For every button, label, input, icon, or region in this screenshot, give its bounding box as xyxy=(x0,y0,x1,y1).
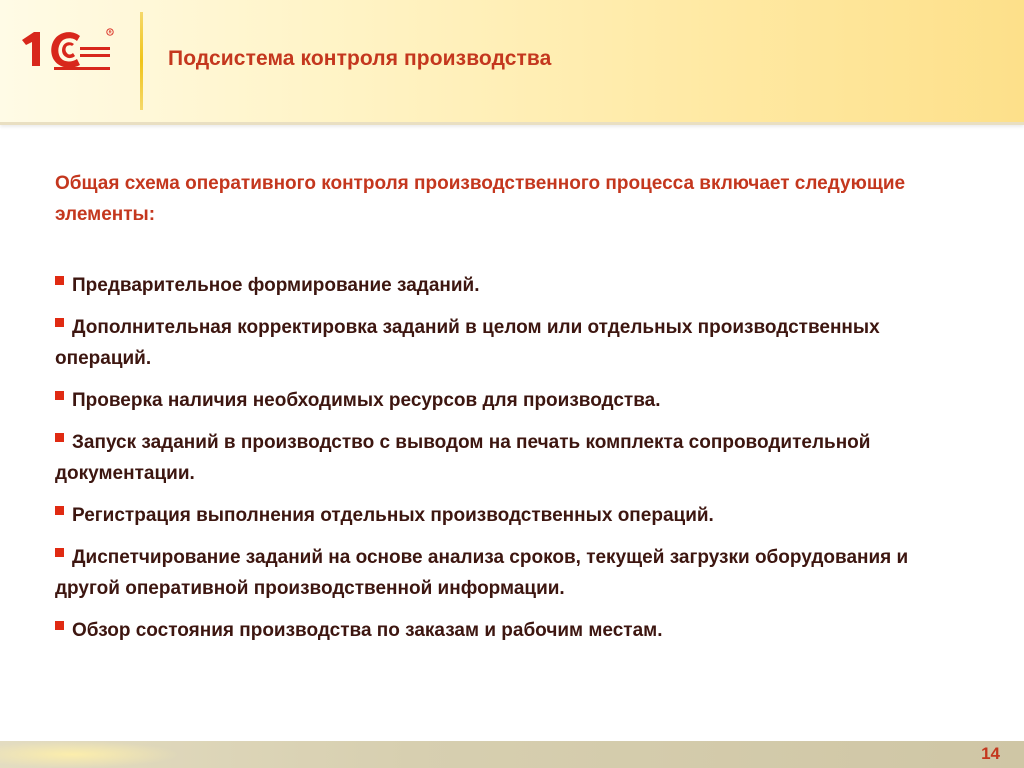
list-item-text: Обзор состояния производства по заказам и рабочим местам. xyxy=(72,620,663,641)
page-title: Подсистема контроля производства xyxy=(168,47,552,70)
list-item xyxy=(55,270,975,301)
list-item xyxy=(55,500,975,531)
list-item xyxy=(55,615,975,646)
list-item xyxy=(55,385,975,416)
square-bullet-icon xyxy=(55,548,64,557)
square-bullet-icon xyxy=(55,318,64,327)
list-item-text: Проверка наличия необходимых ресурсов для производства. xyxy=(72,390,661,411)
list-item xyxy=(55,427,975,489)
square-bullet-icon xyxy=(55,391,64,400)
svg-text:R: R xyxy=(108,29,112,35)
intro-text: Общая схема оперативного контроля производственного процесса включает следующие элементы: xyxy=(55,173,906,225)
list-item-text: Запуск заданий в производство с выводом на печать комплекта сопроводительной документации. xyxy=(55,432,871,484)
header-divider xyxy=(140,12,143,110)
footer-decoration xyxy=(0,741,180,768)
list-item-text: Дополнительная корректировка заданий в целом или отдельных производственных операций. xyxy=(55,317,880,369)
slide-header xyxy=(0,0,1024,125)
square-bullet-icon xyxy=(55,276,64,285)
slide-footer xyxy=(0,741,1024,768)
list-item xyxy=(55,312,975,374)
square-bullet-icon xyxy=(55,433,64,442)
page-number: 14 xyxy=(981,744,1000,763)
1c-logo xyxy=(18,26,116,74)
list-item-text: Предварительное формирование заданий. xyxy=(72,275,480,296)
square-bullet-icon xyxy=(55,506,64,515)
list-item-text: Регистрация выполнения отдельных производственных операций. xyxy=(72,505,714,526)
list-item-text: Диспетчирование заданий на основе анализа сроков, текущей загрузки оборудования и другой оперативной производственной информации. xyxy=(55,547,909,599)
square-bullet-icon xyxy=(55,621,64,630)
list-item xyxy=(55,542,975,604)
bullet-list xyxy=(55,270,975,657)
